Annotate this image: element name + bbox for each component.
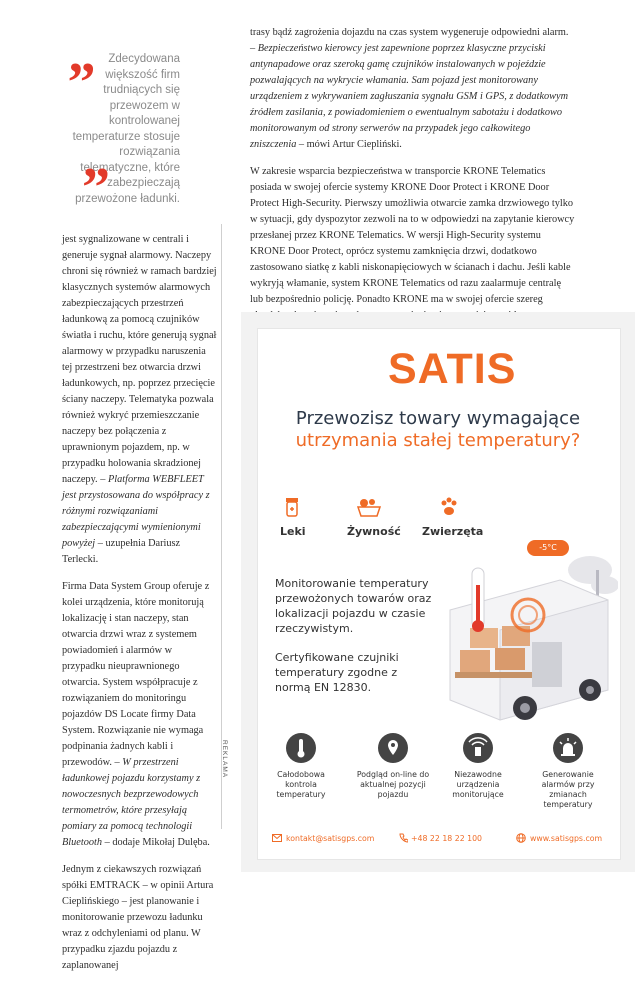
temperature-badge: -5°C — [527, 540, 569, 556]
quote-italic: Bezpieczeństwo kierowcy jest zapewnione poprzez klasyczne przyciski antynapadowe oraz szeroką gamę czujników instalowanych w pojeździe pozwalających na wykrycie włamania. Sam pojazd jest monitorowany urządzeniem z wykrywaniem zagłuszania sygnału GSM i GPS, z dodatkowym źródłem zasilania, z powiadomieniem o ewentualnym sabotażu i dodatkowo monitorowanym od strony serwerów na przypadek jego całkowitego zniszczenia — [250, 43, 569, 150]
left-paragraph-2 — [62, 579, 217, 851]
right-column — [250, 25, 575, 351]
text-span: Firma Data System Group oferuje z kolei urządzenia, które monitorują lokalizację i stan naczepy, stan otwarcia drzwi wraz z systemem powiadomień i alarmów w przypadku nieuprawnionego otwarcia. System współpracuje z rozwiązaniem do monitoringu pojazdów DS Locate firmy Data System. Rozwiązanie nie wymaga podpinania żadnych kabli i przewodów. – — [62, 581, 210, 768]
text-span: – uzupełnia Dariusz Terlecki. — [62, 538, 181, 565]
column-divider — [221, 224, 222, 829]
mail-icon — [272, 834, 282, 842]
contact-website-link[interactable]: www.satisgps.com — [530, 834, 603, 843]
close-quote-mark: ” — [82, 157, 110, 219]
contact-phone-link[interactable]: +48 22 18 22 100 — [411, 834, 483, 843]
text-span: – mówi Artur Ciepliński. — [296, 139, 402, 150]
ad-side-label: REKLAMA — [221, 740, 228, 779]
truck-illustration — [440, 530, 618, 725]
map-pin-icon — [378, 733, 408, 763]
paw-icon — [438, 496, 460, 518]
open-quote-mark: „ — [68, 23, 96, 85]
category-label: Leki — [280, 525, 306, 538]
contact-email-link[interactable]: kontakt@satisgps.com — [286, 834, 375, 843]
ad-headline-1: Przewozisz towary wymagające — [295, 408, 581, 429]
left-paragraph-3: Jednym z ciekawszych rozwiązań spółki EMTRACK – w opinii Artura Cieplińskiego – jest planowanie i monitorowanie przewozu ładunku wraz z odchyleniami od planu. W przypadku zjazdu pojazdu z zaplanowanej — [62, 864, 214, 971]
feature-label: Podgląd on-line do aktualnej pozycji pojazdu — [356, 770, 430, 799]
text-span: trasy bądź zagrożenia dojazdu na czas system wygeneruje odpowiedni alarm. – — [250, 27, 569, 54]
feature-label: Niezawodne urządzenia monitorujące — [452, 770, 504, 799]
ad-headline-2: utrzymania stałej temperatury? — [295, 430, 581, 451]
quote-italic: Platforma WEBFLEET jest przystosowana do współpracy z różnymi rozwiązaniami zabezpieczającymi wymienionymi powyżej — [62, 474, 210, 549]
ad-description-1: Monitorowanie temperatury przewożonych towarów oraz lokalizacji pojazdu w czasie rzeczywistym. — [275, 577, 432, 635]
pull-quote-text: Zdecydowana większość firm trudniących się przewozem w kontrolowanej temperaturze stosuje rozwiązania telematyczne, które zabezpieczają przewożone ładunki. — [72, 53, 180, 205]
text-span: jest sygnalizowane w centrali i generuje sygnał alarmowy. Naczepy chroni się również w ramach bardziej klasycznych systemów alarmowych zabezpieczających przestrzeń ładunkową za pomocą czujników światła i ruchu, które generują sygnał alarmowy w przypadku naruszenia tej przestrzeni bez otwarcia drzwi ładunkowych, np. poprzez przecięcie ściany naczepy. Telematyka pozwala również wykryć przemieszczanie naczepy bez połączenia z uprawnionym pojazdem, np. w przypadku holowania skradzionej naczepy. – — [62, 234, 217, 485]
basket-icon — [356, 496, 382, 518]
feature-label: Generowanie alarmów przy zmianach temperatury — [541, 770, 595, 809]
signal-icon — [463, 733, 493, 763]
category-label: Zwierzęta — [422, 525, 484, 538]
pill-bottle-icon — [281, 496, 303, 518]
text-span: – dodaje Mikołaj Dulęba. — [102, 837, 210, 848]
left-column — [62, 232, 217, 985]
satis-logo: SATIS — [388, 345, 517, 393]
left-paragraph-1 — [62, 232, 217, 568]
category-label: Żywność — [347, 525, 401, 538]
thermometer-icon — [286, 733, 316, 763]
feature-label: Całodobowa kontrola temperatury — [276, 770, 326, 799]
text-span: W zakresie wsparcia bezpieczeństwa w transporcie KRONE Telematics posiada w swojej ofercie systemy KRONE Door Protect i KRONE Door Protect High-Security. Pierwszy umożliwia otwarcie zamka drzwiowego tylko w sytuacji, gdy dyspozytor zezwoli na to w odpowiedzi na zapytanie kierowcy przesłanej przez KRONE Telematics. W wersji High-Security systemu KRONE Door Protect, oprócz systemu zamknięcia drzwi, dodatkowo zastosowano siatkę z kabli niskonapięciowych w ścianach i dachu. Jeśli kable wykryją włamanie, system KRONE Telematics od razu zaalarmuje centralę lub bezpośrednio policję. Ponadto KRONE ma w swojej ofercie szereg — [250, 166, 575, 305]
quote-italic: W przestrzeni ładunkowej pojazdu korzystamy z nowoczesnych bezprzewodowych termometrów, które przesyłają pomiary za pomocą technologii Bluetooth — [62, 757, 201, 848]
right-paragraph-1 — [250, 25, 575, 153]
globe-icon — [516, 833, 526, 843]
alarm-icon — [553, 733, 583, 763]
ad-description-2: Certyfikowane czujniki temperatury zgodne z normą EN 12830. — [275, 651, 399, 694]
phone-icon — [399, 833, 408, 843]
